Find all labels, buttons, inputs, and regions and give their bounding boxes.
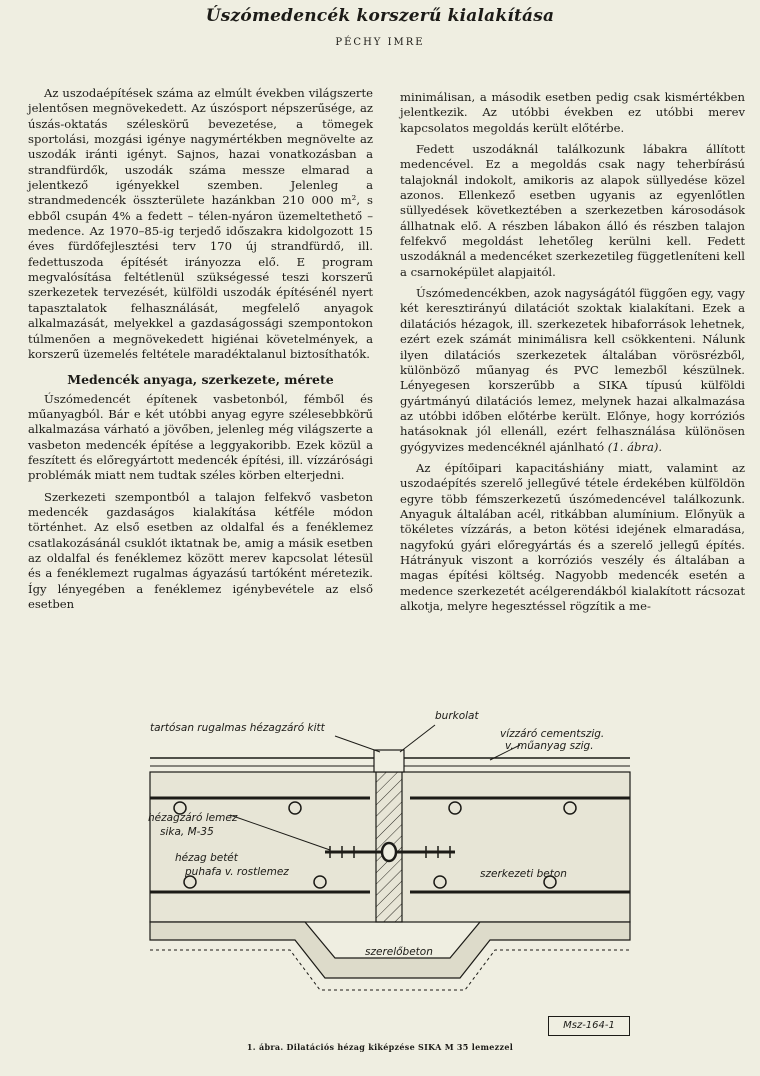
- paragraph: Az uszodaépítések száma az elmúlt években világszerte jelentősen megnövekedett. Az úszósport népszerűsége, az úszás-oktatás széleskörű bevezetése, a tömegek sportolási, mozgási igénye nagymértékben megnövelte az uszodák iránti igényt. Sajnos, hazai vonatkozásban a strandfürdők, uszodák száma messze elmarad a jelentkező igényekkel szemben. Jelenleg a strandmedencék összterülete hazánkban 210 000 m², s ebből csupán 4% a fedett – télen-nyáron üzemeltethető – medence. Az 1970–85-ig terjedő időszakra kidolgozott 15 éves fürdőfejlesztési terv 170 új strandfürdő, ill. fedettuszoda építését irányozza elő. E program megvalósítása feltétlenül szükségessé teszi korszerű szerkezetek tervezését, külföldi uszodák építésénél nyert tapasztalatok felhasználását, megfelelő anyagok alkalmazását, melyekkel a gazdaságossági szempontokon túlmenően a megnövekedett higiénai követelmények, a korszerű üzemelés feltétele maradéktalanul biztosíthatók.: [28, 86, 373, 361]
- label-betet-material: puhafa v. rostlemez: [185, 866, 289, 878]
- sealant-kitt: [374, 750, 404, 772]
- label-betet: hézag betét: [175, 852, 238, 864]
- label-burkolat: burkolat: [435, 710, 479, 722]
- label-sika: sika, M-35: [160, 826, 214, 838]
- paragraph: minimálisan, a második esetben pedig csak kismértékben jelentkezik. Az utóbbi években ez utóbbi merev kapcsolatos megoldás került előtérbe.: [400, 90, 745, 135]
- section-heading: Medencék anyaga, szerkezete, mérete: [67, 372, 334, 388]
- label-lemez: hézagzáró lemez: [148, 812, 238, 824]
- paragraph: Az építőipari kapacitáshiány miatt, valamint az uszodaépítés szerelő jellegűvé tétele érdekében külföldön egyre több fémszerkezetű úszómedencével találkozunk. Anyaguk általában acél, ritkábban alumínium. Előnyük a tökéletes vízzárás, a beton kötési idejének elmaradása, nagyfokú gyári előregyártás és a szerelő jellegű építés. Hátrányuk viszont a korróziós veszély és általában a magas építési költség. Nagyobb medencék esetén a medence szerkezetét acélgerendákból kialakított rácsozat alkotja, melyre hegesztéssel rögzítik a me-: [400, 460, 745, 613]
- figure-caption: 1. ábra. Dilatációs hézag kiképzése SIKA M 35 lemezzel: [246, 1042, 514, 1052]
- expansion-joint-figure: [130, 700, 650, 1030]
- paragraph: Úszómedencét építenek vasbetonból, fémből és műanyagból. Bár e két utóbbi anyag egyre szélesebbkörű alkalmazása várható a jövőben, jelenleg még világszerte a vasbeton medencék építése a leggyakoribb. Ezek közül a feszített és előregyártott medencék építési, ill. vízzárósági problémák miatt nem tudtak széles körben elterjedni.: [28, 391, 373, 483]
- article-title: Úszómedencék korszerű kialakítása: [205, 6, 555, 26]
- joint-filler: [376, 758, 402, 922]
- paragraph: Fedett uszodáknál találkozunk lábakra állított medencével. Ez a megoldás csak nagy teherbírású talajoknál indokolt, amikoris az alapok süllyedése közel azonos. Ellenkező esetben ugyanis az egyenlőtlen süllyedések következtében a szerkezetben károsodások állhatnak elő. A részben lábakon álló és részben talajon felfekvő megoldást lehetőleg kerülni kell. Fedett uszodáknál a medencéket szerkezetileg függetleníteni kell a csarnoképület alapjaitól.: [400, 142, 745, 279]
- waterstop-bulb: [382, 843, 396, 861]
- label-szerkezeti-beton: szerkezeti beton: [480, 868, 567, 880]
- label-szerelobeton: szerelőbeton: [365, 946, 433, 958]
- paragraph-text: Úszómedencékben, azok nagyságától függően egy, vagy két keresztirányú dilatációt szoktak kialakítani. Ezek a dilatációs hézagok, ill. szerkezetek hibaforrások lehetnek, ezért ezek számát minimálisra kell csökkenteni. Nálunk ilyen dilatációs szerkezetek általában vörösrézből, különböző műanyag és PVC lemezből készülnek. Lényegesen korszerűbb a SIKA típusú külföldi gyártmányú dilatációs lemez, melynek hazai alkalmazása az utóbbi időben előtérbe került. Előnye, hogy korróziós hatásoknak jól ellenáll, ezért felhasználása különösen gyógyvizes medencéknél ajánlható: [400, 286, 745, 454]
- figure-reference: (1. ábra).: [607, 439, 663, 454]
- right-column: [400, 90, 745, 620]
- left-column: [28, 86, 373, 618]
- label-muanyag: v. műanyag szig.: [505, 740, 594, 752]
- paragraph: Szerkezeti szempontból a talajon felfekvő vasbeton medencék gazdaságos kialakítása kétféle módon történhet. Az első esetben az oldalfal és a fenéklemez csatlakozásánál csuklót iktatnak be, amig a másik esetben az oldalfal és fenéklemez között merev kapcsolat létesül és a fenéklemezt rugalmas ágyazású tartóként méretezik. Így lényegében a fenéklemez igénybevétele az első esetben: [28, 489, 373, 611]
- paragraph: [400, 286, 745, 455]
- drawing-reference-code: Msz-164-1: [548, 1016, 630, 1036]
- label-cementszig: vízzáró cementszig.: [500, 728, 605, 740]
- label-kitt: tartósan rugalmas hézagzáró kitt: [150, 722, 325, 734]
- article-author: PÉCHY IMRE: [335, 37, 425, 48]
